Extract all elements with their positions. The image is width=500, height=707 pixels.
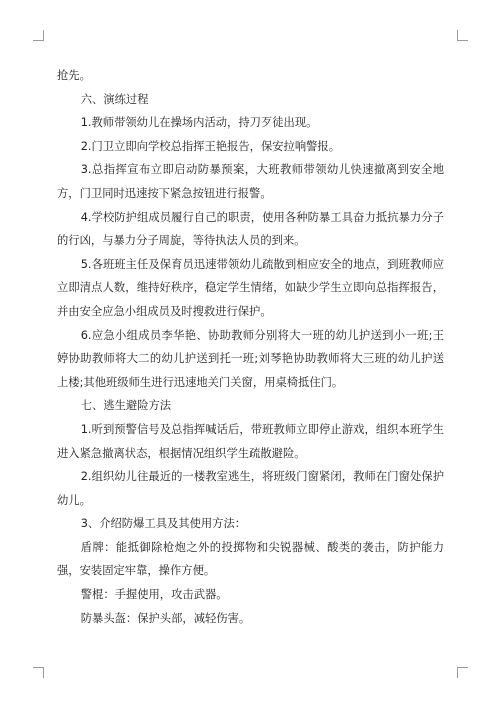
- paragraph-continuation: 抢先。: [57, 69, 91, 82]
- crop-mark-top-left: [33, 30, 44, 41]
- section-heading-escape-methods: 七、逃生避险方法: [80, 399, 172, 413]
- paragraph: 盾牌：能抵御除枪炮之外的投掷物和尖锐器械、酸类的袭击，防护能力强，安装固定牢靠，操作方便。: [57, 540, 444, 578]
- paragraph: 2.组织幼儿往最近的一楼教室逃生，将班级门窗紧闭，教师在门窗处保护幼儿。: [57, 470, 444, 507]
- section-heading-drill-process: 六、演练过程: [80, 92, 149, 106]
- crop-mark-top-right: [457, 30, 468, 41]
- paragraph: 1.听到预警信号及总指挥喊话后，带班教师立即停止游戏，组织本班学生进入紧急撤离状态，根据情况组织学生疏散避险。: [57, 422, 444, 460]
- paragraph: 1.教师带领幼儿在操场内活动，持刀歹徒出现。: [80, 116, 318, 130]
- paragraph: 2.门卫立即向学校总指挥王艳报告，保安拉响警报。: [80, 139, 341, 153]
- paragraph: 3.总指挥宣布立即启动防暴预案，大班教师带领幼儿快速撤离到安全地方，门卫同时迅速按下紧急按钮进行报警。: [57, 163, 444, 200]
- crop-mark-bottom-left: [33, 667, 44, 678]
- paragraph: 防暴头盔：保护头部，减轻伤害。: [80, 611, 251, 625]
- paragraph: 3、介绍防爆工具及其使用方法：: [80, 517, 247, 531]
- document-body: [57, 64, 444, 630]
- paragraph: 警棍：手握使用，攻击武器。: [80, 588, 228, 602]
- paragraph: 6.应急小组成员李华艳、协助教师分别将大一班的幼儿护送到小一班;王婷协助教师将大二的幼儿护送到托一班;刘琴艳协助教师将大三班的幼儿护送上楼;其他班级师生进行迅速地关门关窗，用桌椅抵住门。: [57, 328, 444, 389]
- crop-mark-bottom-right: [457, 667, 468, 678]
- paragraph: 4.学校防护组成员履行自己的职责，使用各种防暴工具奋力抵抗暴力分子的行凶，与暴力分子周旋，等待执法人员的到来。: [57, 210, 444, 248]
- paragraph: 5.各班班主任及保育员迅速带领幼儿疏散到相应安全的地点，到班教师应立即清点人数，维持好秩序，稳定学生情绪，如缺少学生立即向总指挥报告，并由安全应急小组成员及时搜救进行保护。: [57, 257, 444, 318]
